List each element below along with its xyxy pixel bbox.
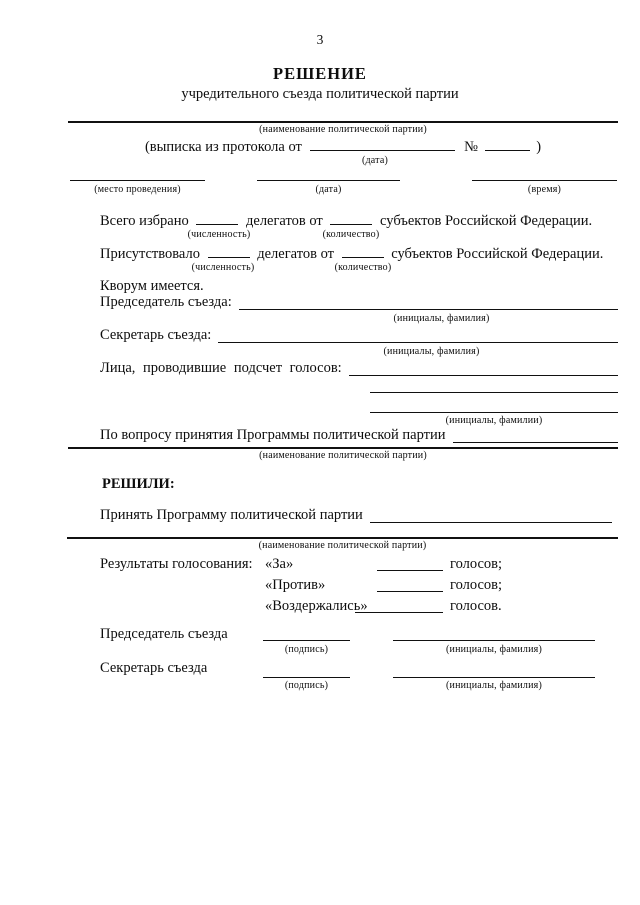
- present-headcount-caption: (численность): [191, 262, 255, 273]
- chairman-name-field[interactable]: [239, 294, 618, 310]
- chairman-signature-field[interactable]: [263, 627, 350, 641]
- document-title: РЕШЕНИЕ: [273, 64, 367, 83]
- present-middle: делегатов от: [257, 246, 334, 262]
- elected-subjects-field[interactable]: [330, 211, 372, 225]
- chairman-initials-field-caption: (инициалы, фамилия): [446, 644, 542, 655]
- vote-row-abstained: [0, 598, 640, 616]
- present-prefix: Присутствовало: [100, 246, 200, 262]
- elected-headcount-caption: (численность): [187, 229, 251, 240]
- present-sentence: [100, 244, 622, 263]
- page-number: 3: [316, 32, 324, 47]
- elected-suffix: субъектов Российской Федерации.: [380, 213, 593, 229]
- votes-for-unit: голосов;: [450, 556, 503, 572]
- party-name-field-3[interactable]: [67, 528, 618, 539]
- meeting-date-field[interactable]: [257, 168, 400, 181]
- present-quantity-caption: (количество): [334, 262, 392, 273]
- voting-results-label: Результаты голосования:: [100, 556, 253, 572]
- elected-middle: делегатов от: [246, 213, 323, 229]
- vote-for-label: «За»: [265, 556, 294, 572]
- present-count-field[interactable]: [208, 244, 250, 258]
- protocol-date-field[interactable]: [310, 137, 455, 151]
- secretary-signature-field[interactable]: [263, 664, 350, 678]
- resolution-row: [100, 507, 612, 524]
- venue-field[interactable]: [70, 168, 205, 181]
- meeting-time-caption: (время): [527, 184, 562, 195]
- vote-against-label: «Против»: [265, 577, 326, 593]
- counter-name-field-3[interactable]: [370, 399, 618, 413]
- signature-secretary-label: Секретарь съезда: [100, 660, 208, 676]
- chairman-initials-field[interactable]: [393, 627, 595, 641]
- votes-for-field[interactable]: [377, 557, 443, 571]
- present-subjects-field[interactable]: [342, 244, 384, 258]
- party-name-field[interactable]: [68, 112, 618, 123]
- party-name-caption-2: (наименование политической партии): [259, 450, 427, 461]
- signature-chairman-label: Председатель съезда: [100, 626, 228, 642]
- protocol-date-caption: (дата): [361, 155, 389, 166]
- quorum-text: Кворум имеется.: [100, 278, 204, 294]
- chairman-row: [100, 294, 618, 311]
- secretary-label: Секретарь съезда:: [100, 327, 212, 343]
- counters-label: Лица, проводившие подсчет голосов:: [100, 360, 342, 376]
- elected-sentence: [100, 211, 622, 230]
- present-suffix: субъектов Российской Федерации.: [391, 246, 604, 262]
- secretary-name-field[interactable]: [218, 327, 618, 343]
- party-name-caption-3: (наименование политической партии): [258, 540, 427, 551]
- protocol-extract-prefix: (выписка из протокола от: [144, 139, 302, 155]
- votes-abstained-field[interactable]: [355, 599, 443, 613]
- chairman-initials-caption: (инициалы, фамилия): [393, 313, 490, 324]
- protocol-number-field[interactable]: [485, 137, 530, 151]
- decided-heading: РЕШИЛИ:: [102, 476, 175, 492]
- resolution-label: Принять Программу политической партии: [100, 507, 363, 523]
- party-name-field-2[interactable]: [68, 438, 618, 449]
- votes-abstained-unit: голосов.: [450, 598, 502, 614]
- number-sign: №: [464, 139, 478, 155]
- secretary-initials-field-caption: (инициалы, фамилия): [446, 680, 542, 691]
- vote-row-against: [0, 577, 640, 595]
- votes-against-unit: голосов;: [450, 577, 503, 593]
- question-label: По вопросу принятия Программы политической партии: [100, 427, 446, 443]
- meeting-time-field[interactable]: [472, 168, 617, 181]
- chairman-signature-caption: (подпись): [284, 644, 329, 655]
- votes-against-field[interactable]: [377, 578, 443, 592]
- elected-count-field[interactable]: [196, 211, 238, 225]
- vote-abstain-label: «Воздержались»: [265, 598, 368, 614]
- venue-caption: (место проведения): [94, 184, 181, 195]
- secretary-initials-caption: (инициалы, фамилия): [383, 346, 480, 357]
- elected-quantity-caption: (количество): [322, 229, 380, 240]
- secretary-initials-field[interactable]: [393, 664, 595, 678]
- counters-row: [100, 360, 618, 377]
- resolution-party-field[interactable]: [370, 507, 612, 523]
- secretary-row: [100, 327, 618, 344]
- document-subtitle: учредительного съезда политической партии: [181, 86, 459, 102]
- counter-name-field-1[interactable]: [349, 360, 618, 376]
- protocol-extract-line: [68, 137, 618, 154]
- protocol-close-paren: ): [536, 139, 542, 155]
- vote-row-for: [0, 556, 640, 574]
- counter-name-field-2[interactable]: [370, 379, 618, 393]
- meeting-date-caption: (дата): [315, 184, 342, 195]
- secretary-signature-caption: (подпись): [284, 680, 329, 691]
- chairman-label: Председатель съезда:: [100, 294, 232, 310]
- counters-initials-caption: (инициалы, фамилии): [445, 415, 543, 426]
- party-name-caption: (наименование политической партии): [259, 124, 427, 135]
- elected-prefix: Всего избрано: [100, 213, 189, 229]
